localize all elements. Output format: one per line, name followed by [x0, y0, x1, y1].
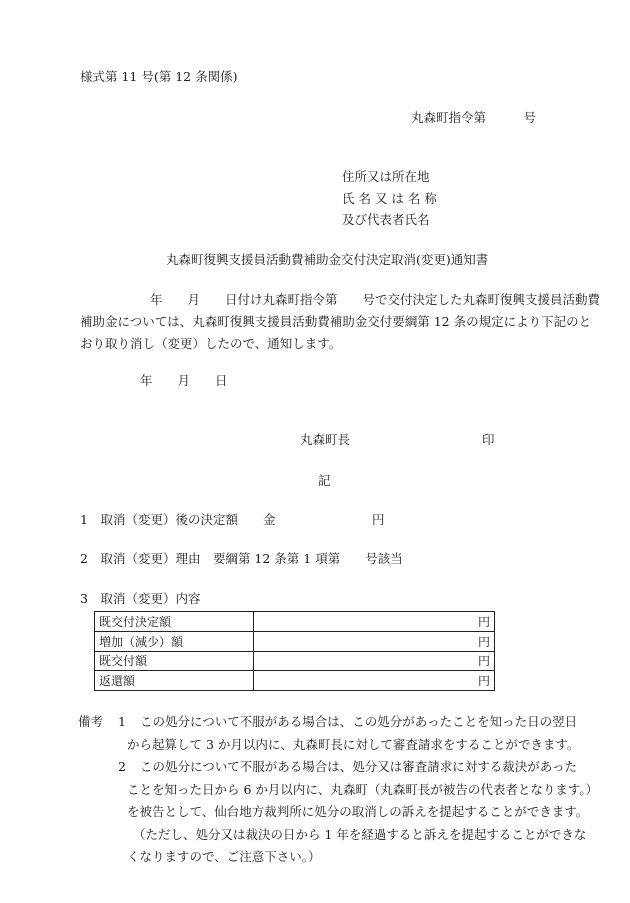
note-text: から起算して 3 か月以内に、丸森町長に対して審査請求をすることができます。: [127, 736, 580, 752]
address-label: 住所又は所在地: [342, 169, 430, 184]
seal-mark: 印: [482, 432, 495, 447]
note-text: この処分について不服がある場合は、この処分があったことを知った日の翌日: [140, 714, 578, 729]
remarks-section: [78, 711, 598, 869]
note-text: ことを知った日から 6 か月以内に、丸森町（丸森町長が被告の代表者となります。）: [127, 781, 599, 797]
document-number: 丸森町指令第 号: [411, 110, 537, 125]
note-text: を被告として、仙台地方裁判所に処分の取消しの訴えを提起することができます。: [127, 804, 589, 819]
table-cell-amount: 円: [254, 612, 495, 632]
form-number: 様式第 11 号(第 12 条関係): [80, 69, 238, 84]
issuer: 丸森町長: [300, 432, 351, 447]
note-2-number: 2: [118, 759, 126, 774]
table-cell-amount: 円: [254, 631, 495, 651]
ki-heading: 記: [318, 473, 331, 488]
item3-label: 3 取消（変更）内容: [80, 591, 201, 606]
change-details-table: [94, 611, 495, 691]
table-row: [95, 671, 495, 691]
body-line: 年 月 日付け丸森町指令第 号で交付決定した丸森町復興支援員活動費: [125, 292, 601, 307]
note-text: （ただし、処分又は裁決の日から 1 年を経過すると訴えを提起することができな: [133, 826, 587, 842]
remarks-header: 備考: [78, 714, 104, 729]
note-2-first-line: [78, 756, 598, 779]
note-text: この処分について不服がある場合は、処分又は審査請求に対する裁決があった: [140, 759, 578, 774]
table-cell-label: 増加（減少）額: [95, 631, 254, 651]
item1-yen: 円: [372, 512, 385, 527]
date-line: 年 月 日: [140, 373, 228, 388]
item1-amount-prefix: 金: [263, 512, 276, 527]
item2-reason: 2 取消（変更）理由 要綱第 12 条第 1 項第 号該当: [80, 551, 403, 566]
table-cell-amount: 円: [254, 651, 495, 671]
table-cell-label: 既交付決定額: [95, 612, 254, 632]
table-cell-label: 返還額: [95, 671, 254, 691]
note-text: くなりますので、ご注意下さい。）: [127, 849, 321, 864]
body-paragraph: [80, 289, 601, 355]
item1-label: 1 取消（変更）後の決定額: [80, 512, 238, 527]
table-row: [95, 651, 495, 671]
table-row: [95, 631, 495, 651]
note-1-first-line: [78, 711, 598, 734]
body-line: 補助金については、丸森町復興支援員活動費補助金交付要綱第 12 条の規定により下記のと: [80, 314, 592, 329]
table-row: [95, 612, 495, 632]
body-line: おり取り消し（変更）したので、通知します。: [80, 336, 342, 351]
name-label: 氏 名 又 は 名 称: [342, 191, 437, 206]
note-1-number: 1: [118, 714, 126, 729]
document-title: 丸森町復興支援員活動費補助金交付決定取消(変更)通知書: [166, 252, 489, 267]
table-cell-label: 既交付額: [95, 651, 254, 671]
representative-label: 及び代表者氏名: [342, 212, 430, 227]
table-cell-amount: 円: [254, 671, 495, 691]
